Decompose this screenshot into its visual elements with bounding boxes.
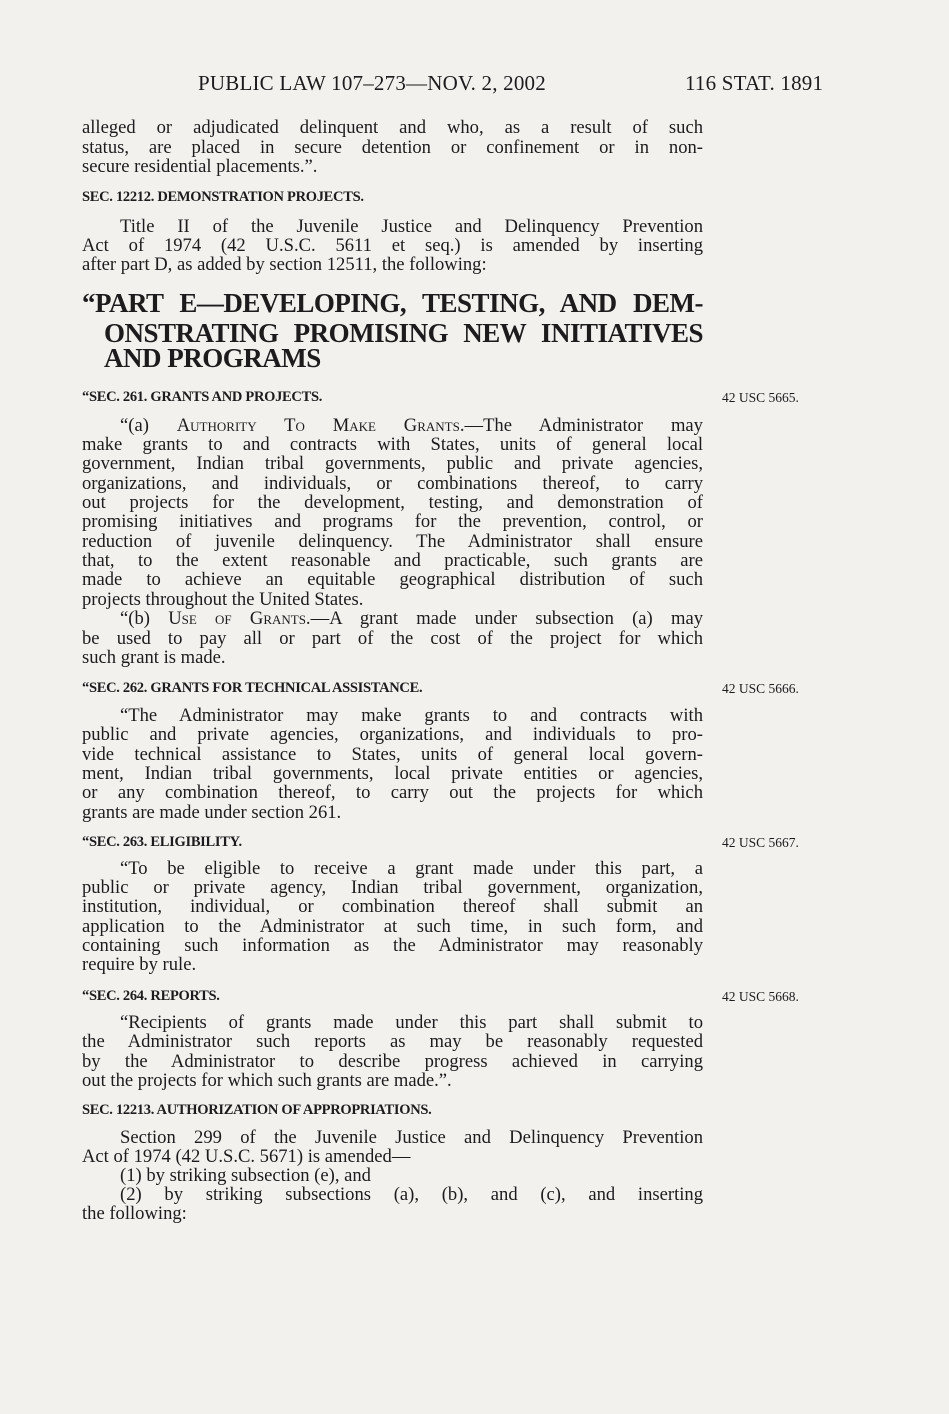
margin-citation: 42 USC 5665.: [722, 390, 799, 405]
text-line: (2) by striking subsections (a), (b), and (c), and inserting: [120, 1184, 703, 1205]
text-line: [120, 609, 703, 629]
text-line: out projects for the development, testing, and demonstration of: [82, 492, 703, 513]
text-line: public and private agencies, organizations, and individuals to pro-: [82, 724, 703, 745]
section-heading: SEC. 12213. AUTHORIZATION OF APPROPRIATIONS.: [82, 1102, 432, 1118]
text-line: grants are made under section 261.: [82, 802, 342, 823]
section-heading: “SEC. 261. GRANTS AND PROJECTS.: [82, 389, 323, 405]
margin-citation: 42 USC 5666.: [722, 681, 799, 696]
subsection-heading: Authority To Make Grants.: [176, 415, 465, 436]
text-line: such grant is made.: [82, 647, 226, 668]
text-line: be used to pay all or part of the cost of the project for which: [82, 628, 703, 649]
text-line: containing such information as the Administrator may reasonably: [82, 935, 703, 956]
text-line: government, Indian tribal governments, public and private agencies,: [82, 453, 703, 474]
text-line: reduction of juvenile delinquency. The Administrator shall ensure: [82, 531, 703, 552]
text-line: out the projects for which such grants are made.”.: [82, 1070, 452, 1091]
text-segment: “(a): [120, 415, 177, 436]
text-line: by the Administrator to describe progress achieved in carrying: [82, 1051, 703, 1072]
text-line: vide technical assistance to States, units of general local govern-: [82, 744, 703, 765]
text-line: that, to the extent reasonable and practicable, such grants are: [82, 550, 703, 571]
text-line: ment, Indian tribal governments, local private entities or agencies,: [82, 763, 703, 784]
section-heading: “SEC. 262. GRANTS FOR TECHNICAL ASSISTANCE.: [82, 680, 423, 696]
text-line: the Administrator such reports as may be reasonably requested: [82, 1031, 703, 1052]
text-segment: —The Administrator may: [464, 415, 703, 436]
section-heading: “SEC. 264. REPORTS.: [82, 988, 220, 1004]
section-heading: “SEC. 263. ELIGIBILITY.: [82, 834, 242, 850]
text-line: Title II of the Juvenile Justice and Delinquency Prevention: [120, 216, 703, 237]
text-line: organizations, and individuals, or combinations thereof, to carry: [82, 473, 703, 494]
part-heading-line: “PART E—DEVELOPING, TESTING, AND DEM-: [82, 288, 703, 318]
text-line: Section 299 of the Juvenile Justice and Delinquency Prevention: [120, 1127, 703, 1148]
part-heading-line: ONSTRATING PROMISING NEW INITIATIVES: [104, 318, 703, 348]
section-heading: SEC. 12212. DEMONSTRATION PROJECTS.: [82, 189, 364, 205]
text-line: make grants to and contracts with States, units of general local: [82, 434, 703, 455]
text-line: after part D, as added by section 12511, the following:: [82, 254, 487, 275]
text-line: public or private agency, Indian tribal government, organization,: [82, 877, 703, 898]
text-line: made to achieve an equitable geographical distribution of such: [82, 569, 703, 590]
text-line: application to the Administrator at such time, in such form, and: [82, 916, 703, 937]
margin-citation: 42 USC 5667.: [722, 835, 799, 850]
text-line: [120, 416, 703, 436]
page-number: 116 STAT. 1891: [685, 71, 824, 95]
text-line: or any combination thereof, to carry out the projects for which: [82, 782, 703, 803]
text-line: alleged or adjudicated delinquent and who, as a result of such: [82, 117, 703, 138]
text-line: require by rule.: [82, 954, 197, 975]
text-line: Act of 1974 (42 U.S.C. 5671) is amended—: [82, 1146, 411, 1167]
text-segment: —A grant made under subsection (a) may: [310, 608, 703, 629]
running-header-title: PUBLIC LAW 107–273—NOV. 2, 2002: [198, 71, 546, 95]
part-heading-line: AND PROGRAMS: [104, 343, 321, 373]
text-line: promising initiatives and programs for the prevention, control, or: [82, 511, 703, 532]
text-line: status, are placed in secure detention or confinement or in non-: [82, 137, 703, 158]
text-line: (1) by striking subsection (e), and: [120, 1165, 371, 1186]
margin-citation: 42 USC 5668.: [722, 989, 799, 1004]
text-segment: “(b): [120, 608, 169, 629]
subsection-heading: Use of Grants.: [168, 608, 311, 629]
text-line: the following:: [82, 1203, 187, 1224]
text-line: “The Administrator may make grants to and contracts with: [120, 705, 703, 726]
text-line: institution, individual, or combination thereof shall submit an: [82, 896, 703, 917]
text-line: secure residential placements.”.: [82, 156, 318, 177]
text-line: “To be eligible to receive a grant made under this part, a: [120, 858, 703, 879]
text-line: “Recipients of grants made under this part shall submit to: [120, 1012, 703, 1033]
text-line: projects throughout the United States.: [82, 589, 364, 610]
text-line: Act of 1974 (42 U.S.C. 5611 et seq.) is amended by inserting: [82, 235, 703, 256]
